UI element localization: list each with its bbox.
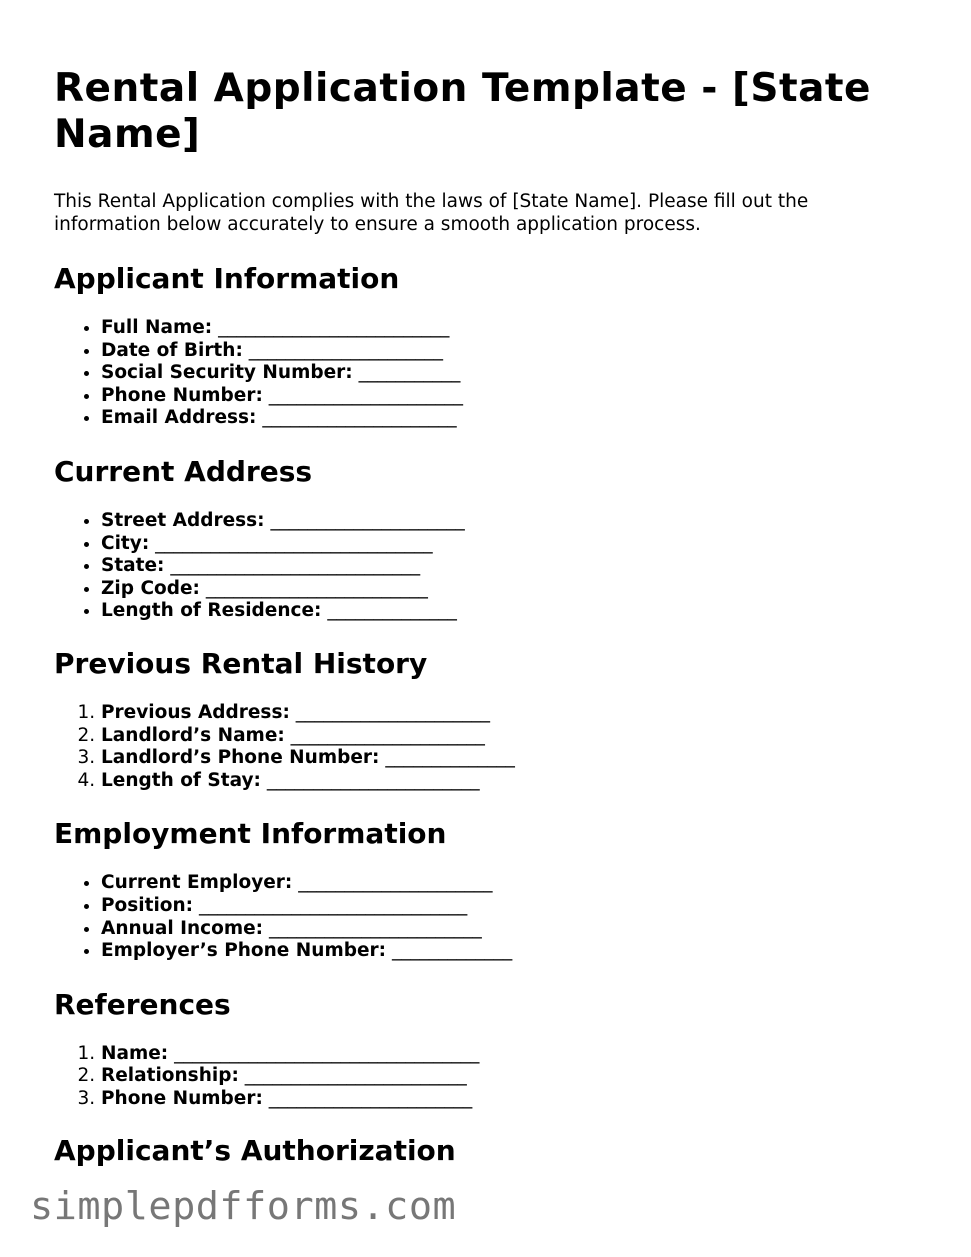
field-blank[interactable]: ___________________________ — [170, 555, 421, 577]
field-blank[interactable]: _________________________________ — [174, 1042, 480, 1064]
field-current-employer — [101, 872, 934, 895]
field-phone-number — [101, 385, 934, 408]
field-blank[interactable]: _______________________ — [268, 917, 482, 939]
field-annual-income — [101, 918, 934, 941]
field-employer-phone — [101, 940, 934, 963]
field-reference-phone — [101, 1088, 934, 1111]
field-label: Zip Code: — [101, 577, 200, 599]
field-label: State: — [101, 555, 165, 577]
field-label: Full Name: — [101, 317, 213, 338]
field-blank[interactable]: _____________________ — [248, 339, 443, 361]
field-ssn — [101, 362, 934, 385]
field-label: Current Employer: — [101, 872, 293, 894]
field-blank[interactable]: ______________________ — [268, 1087, 473, 1109]
field-date-of-birth — [101, 340, 934, 363]
field-state — [101, 555, 934, 578]
field-full-name — [101, 317, 934, 340]
field-label: Street Address: — [101, 509, 265, 531]
field-zip-code — [101, 578, 934, 601]
field-position — [101, 895, 934, 918]
field-length-of-stay — [101, 770, 934, 793]
field-label: Phone Number: — [101, 384, 263, 406]
field-blank[interactable]: ______________ — [385, 747, 515, 769]
field-label: Relationship: — [101, 1065, 239, 1087]
field-reference-relationship — [101, 1065, 934, 1088]
field-blank[interactable]: _______________________ — [266, 769, 480, 791]
current-address-list — [54, 510, 934, 623]
field-label: Length of Residence: — [101, 600, 322, 622]
section-heading-authorization: Applicant’s Authorization — [54, 1134, 456, 1168]
field-label: Landlord’s Name: — [101, 724, 285, 746]
field-label: Landlord’s Phone Number: — [101, 747, 380, 769]
field-blank[interactable]: _____________________________ — [198, 894, 468, 916]
field-reference-name — [101, 1043, 934, 1066]
references-list — [54, 1043, 934, 1111]
field-blank[interactable]: ___________ — [358, 362, 461, 384]
field-blank[interactable]: _________________________ — [218, 317, 450, 338]
field-blank[interactable]: _____________________ — [270, 509, 465, 531]
intro-paragraph: This Rental Application complies with the laws of [State Name]. Please fill out the information below accurately to ensure a smooth application process. — [54, 191, 809, 235]
field-city — [101, 533, 934, 556]
rental-history-list — [54, 702, 934, 792]
page-title: Rental Application Template - [State Name] — [54, 66, 872, 157]
field-label: Name: — [101, 1042, 169, 1064]
section-heading-rental-history: Previous Rental History — [54, 646, 428, 680]
section-heading-applicant-information: Applicant Information — [54, 262, 400, 295]
field-length-of-residence — [101, 600, 934, 623]
employment-list — [54, 872, 934, 962]
field-landlord-phone — [101, 747, 934, 770]
field-label: Employer’s Phone Number: — [101, 940, 387, 962]
field-blank[interactable]: ________________________ — [205, 577, 428, 599]
field-street-address — [101, 510, 934, 533]
field-label: Email Address: — [101, 407, 257, 429]
field-blank[interactable]: _____________________ — [295, 701, 490, 723]
section-heading-references: References — [54, 987, 231, 1021]
section-heading-employment: Employment Information — [54, 817, 447, 851]
field-label: Length of Stay: — [101, 769, 261, 791]
field-label: Social Security Number: — [101, 362, 353, 384]
field-label: Previous Address: — [101, 701, 290, 723]
field-blank[interactable]: _____________ — [391, 940, 513, 962]
field-label: Position: — [101, 894, 194, 916]
field-previous-address — [101, 702, 934, 725]
field-blank[interactable]: ________________________ — [244, 1065, 467, 1087]
field-label: Date of Birth: — [101, 339, 243, 361]
watermark: simplepdfforms.com — [30, 1184, 457, 1229]
field-label: Annual Income: — [101, 917, 264, 939]
field-blank[interactable]: ______________________________ — [155, 532, 433, 554]
field-blank[interactable]: ______________ — [327, 600, 457, 622]
section-heading-current-address: Current Address — [54, 454, 313, 488]
field-blank[interactable]: _____________________ — [290, 724, 485, 746]
document-page — [54, 66, 934, 1168]
field-label: Phone Number: — [101, 1087, 263, 1109]
field-landlord-name — [101, 725, 934, 748]
field-blank[interactable]: _____________________ — [298, 872, 493, 894]
applicant-information-list — [54, 317, 934, 430]
field-blank[interactable]: _____________________ — [262, 407, 457, 429]
field-blank[interactable]: _____________________ — [268, 384, 463, 406]
field-email-address — [101, 407, 934, 430]
field-label: City: — [101, 532, 150, 554]
